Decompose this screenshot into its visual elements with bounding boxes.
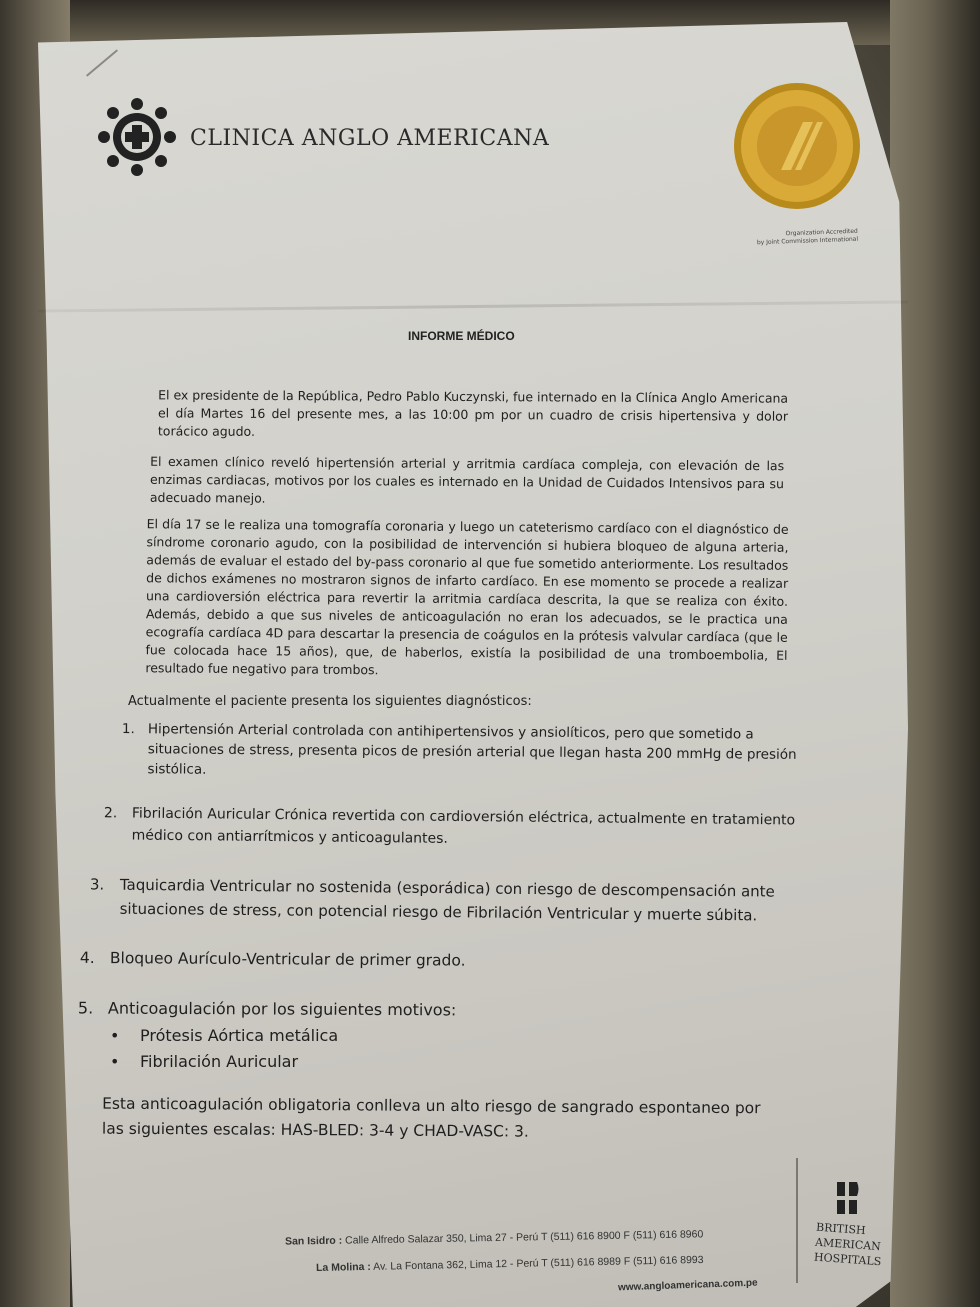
footer-divider <box>796 1158 798 1283</box>
diagnosis-text: Anticoagulación por los siguientes motivos: <box>107 998 457 1020</box>
bah-logo-icon <box>833 1180 863 1216</box>
footer-text: Calle Alfredo Salazar 350, Lima 27 - Perú T (511) 616 8900 F (511) 616 8960 <box>345 1228 704 1247</box>
paragraph-diagnoses-intro: Actualmente el paciente presenta los siguientes diagnósticos: <box>128 694 532 709</box>
paragraph-admission: El ex presidente de la República, Pedro Pablo Kuczynski, fue internado en la Clínica Anglo Americana el día Martes 16 del presente mes, a las 10:00 pm por un cuadro de crisis hipertensiva y dolor torácico agudo. <box>157 387 789 439</box>
footer-text: Av. La Fontana 362, Lima 12 - Perú T (511) 616 8989 F (511) 616 8993 <box>373 1253 704 1273</box>
seal-caption-line-2: by Joint Commission International <box>756 235 859 247</box>
closing-paragraph: Esta anticoagulación obligatoria conlleva un alto riesgo de sangrado espontaneo por las siguientes escalas: HAS-BLED: 3-4 y CHAD-VASC: 3. <box>101 1094 761 1141</box>
diagnosis-text: Fibrilación Auricular Crónica revertida con cardioversión eléctrica, actualmente en tratamiento médico con antiarrítmicos y anticoagulantes. <box>131 805 796 847</box>
diagnosis-text: Bloqueo Aurículo-Ventricular de primer grado. <box>109 949 466 970</box>
jci-gold-seal-icon <box>733 82 861 210</box>
footer-label: La Molina : <box>315 1260 371 1275</box>
partner-line-2: AMERICAN <box>814 1235 882 1254</box>
clinic-cross-logo-icon <box>96 96 178 178</box>
diagnosis-number: 4. <box>79 948 95 968</box>
partner-line-3: HOSPITALS <box>813 1250 882 1269</box>
footer-website: www.angloamericana.com.pe <box>617 1277 758 1294</box>
diagnosis-number: 5. <box>77 998 94 1018</box>
partner-line-1: BRITISH <box>815 1220 866 1238</box>
bullet-text: Fibrilación Auricular <box>140 1052 299 1071</box>
seal-caption-line-1: Organization Accredited <box>785 227 858 238</box>
bullet-text: Prótesis Aórtica metálica <box>140 1026 339 1045</box>
diagnosis-text: Taquicardia Ventricular no sostenida (esporádica) con riesgo de descompensación ante situaciones de stress, con potencial riesgo de Fibrilación Ventricular y muerte súbita. <box>119 875 775 925</box>
document-title: INFORME MÉDICO <box>408 329 515 343</box>
diagnosis-text: Hipertensión Arterial controlada con antihipertensivos y ansiolíticos, pero que sometido a situaciones de stress, presenta picos de presión arterial que llegan hasta 200 mmHg de presión sistólica. <box>147 721 797 778</box>
paragraph-exam: El examen clínico reveló hipertensión arterial y arritmia cardíaca compleja, con elevación de las enzimas cardiacas, motivos por los cuales es internado en la Unidad de Cuidados Intensivos para su adecuado manejo. <box>149 453 785 506</box>
diagnosis-number: 3. <box>89 875 105 894</box>
paragraph-procedures: El día 17 se le realiza una tomografía coronaria y luego un cateterismo cardíaco con el diagnóstico de síndrome coronario agudo, con la posibilidad de intervención si hubiera bloqueo de alguna arteria, además de evaluar el estado del by-pass coronario al que fue sometido anteriormente. Los resultados de dichos exámenes no mostraron signos de infarto cardíaco. En ese momento se procede a realizar una cardioversión eléctrica para revertir la arritmia cardíaca descrita, la que se realiza con éxito. Además, debido a que sus niveles de anticoagulación no eran los adecuados, se le practica una ecografía cardíaca 4D para descartar la presencia de coágulos en la prótesis valvular cardíaca (que le fue colocada hace 15 años), que, de haberlos, existía la posibilidad de una tromboembolia, El resultado fue negativo para trombos. <box>145 516 789 678</box>
bullet-dot: • <box>110 1026 120 1045</box>
bullet-dot: • <box>110 1052 120 1071</box>
footer-label: San Isidro : <box>284 1234 343 1248</box>
diagnosis-number: 2. <box>103 805 118 822</box>
diagnosis-number: 1. <box>121 720 135 738</box>
clinic-name: CLINICA ANGLO AMERICANA <box>190 126 550 151</box>
partner-name <box>814 1220 884 1270</box>
